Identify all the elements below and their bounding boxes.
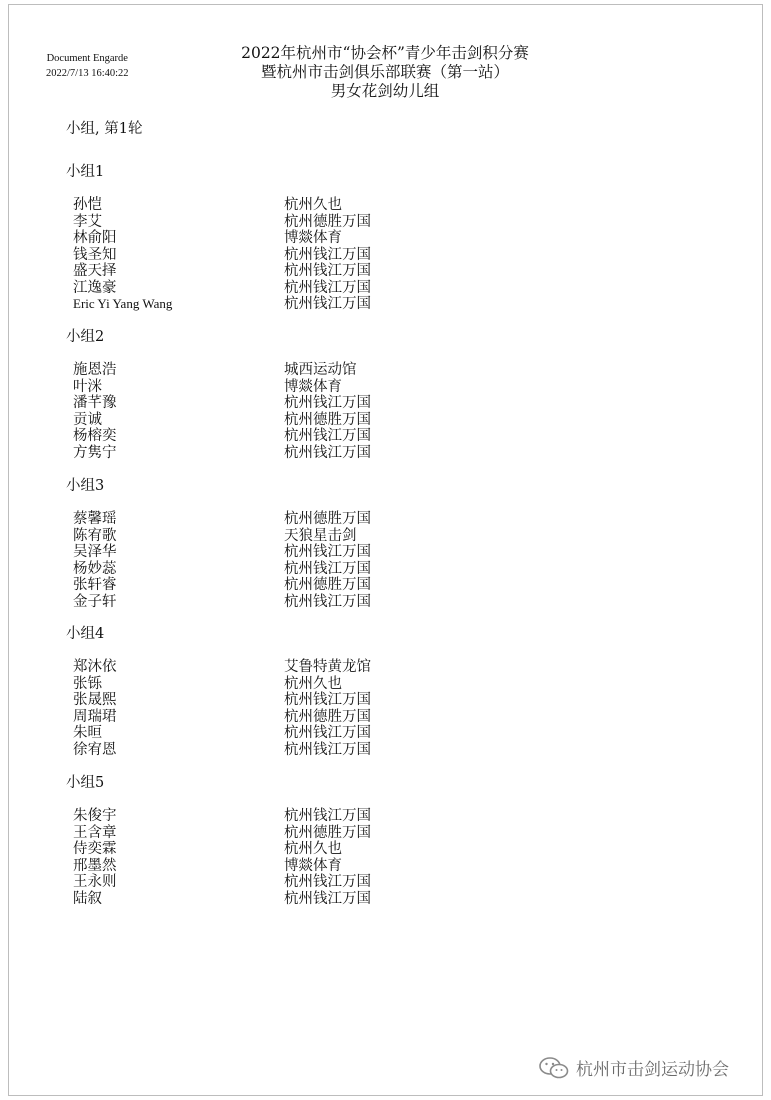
fencer-club: 杭州钱江万国 xyxy=(284,593,371,610)
fencer-name: 叶洣 xyxy=(73,378,102,395)
fencer-club: 杭州钱江万国 xyxy=(284,560,371,577)
fencer-club: 杭州钱江万国 xyxy=(284,808,371,824)
document-meta xyxy=(46,51,129,81)
fencer-row xyxy=(66,445,486,462)
fencer-row xyxy=(66,428,486,445)
title-line-2: 暨杭州市击剑俱乐部联赛（第一站） xyxy=(260,63,509,81)
fencer-name: 侍奕霖 xyxy=(73,841,117,857)
fencer-name: 吴泽华 xyxy=(73,544,117,560)
document-name: Document Engarde xyxy=(46,53,128,64)
fencer-club: 杭州钱江万国 xyxy=(284,444,371,461)
fencer-name: 钱圣知 xyxy=(73,246,117,263)
fencer-name: 盛天择 xyxy=(73,263,117,279)
fencer-club: 城西运动馆 xyxy=(284,362,357,378)
document-datetime: 2022/7/13 16:40:22 xyxy=(46,68,129,79)
fencer-row xyxy=(66,544,486,561)
fencer-row xyxy=(66,676,486,693)
round-label: 小组, 第1轮 xyxy=(66,121,143,137)
fencer-name: 杨榕奕 xyxy=(73,428,117,444)
fencer-name: 陆叙 xyxy=(73,890,102,907)
fencer-name: 徐宥恩 xyxy=(73,741,117,758)
fencer-name: 朱晅 xyxy=(73,725,102,741)
fencer-club: 博燚体育 xyxy=(284,230,342,246)
pool-section xyxy=(66,477,486,610)
fencer-row xyxy=(66,379,486,396)
fencer-row xyxy=(66,808,486,825)
pool-title: 小组4 xyxy=(66,626,105,642)
fencer-name: 潘芊豫 xyxy=(73,395,117,411)
watermark-text: 杭州市击剑运动协会 xyxy=(576,1060,729,1080)
fencer-name: 张铄 xyxy=(73,675,102,692)
fencer-club: 杭州德胜万国 xyxy=(284,511,371,527)
fencer-row xyxy=(66,511,486,528)
fencer-name: 李艾 xyxy=(73,213,102,230)
fencer-name: 周瑞珺 xyxy=(73,708,117,725)
fencer-name: 邢墨然 xyxy=(73,857,117,874)
fencer-name: 金子轩 xyxy=(73,593,117,610)
fencer-row xyxy=(66,858,486,875)
document-title xyxy=(200,44,570,101)
fencer-row xyxy=(66,594,486,611)
fencer-list xyxy=(66,659,486,758)
fencer-club: 杭州久也 xyxy=(284,675,342,692)
fencer-club: 杭州钱江万国 xyxy=(284,741,371,758)
fencer-club: 杭州钱江万国 xyxy=(284,890,371,907)
fencer-list xyxy=(66,808,486,907)
fencer-row xyxy=(66,825,486,842)
fencer-name: 王永则 xyxy=(73,874,117,890)
fencer-name: 贡诚 xyxy=(73,411,102,428)
fencer-row xyxy=(66,692,486,709)
fencer-name: 方隽宁 xyxy=(73,444,117,461)
fencer-club: 杭州钱江万国 xyxy=(284,725,371,741)
title-line-1: 2022年杭州市“协会杯”青少年击剑积分赛 xyxy=(241,44,529,62)
fencer-list xyxy=(66,511,486,610)
fencer-club: 杭州钱江万国 xyxy=(284,246,371,263)
fencer-row xyxy=(66,709,486,726)
title-line-3: 男女花剑幼儿组 xyxy=(330,82,440,100)
fencer-row xyxy=(66,412,486,429)
fencer-club: 艾鲁特黄龙馆 xyxy=(284,659,371,675)
fencer-name: 杨妙蕊 xyxy=(73,560,117,577)
fencer-club: 杭州钱江万国 xyxy=(284,263,371,279)
fencer-club: 博燚体育 xyxy=(284,378,342,395)
fencer-club: 杭州德胜万国 xyxy=(284,824,371,841)
pool-title: 小组1 xyxy=(66,164,105,180)
fencer-name: 林俞阳 xyxy=(73,230,117,246)
fencer-club: 杭州钱江万国 xyxy=(284,544,371,560)
fencer-row xyxy=(66,214,486,231)
fencer-row xyxy=(66,742,486,759)
fencer-club: 杭州钱江万国 xyxy=(284,692,371,708)
fencer-club: 博燚体育 xyxy=(284,857,342,874)
fencer-row xyxy=(66,528,486,545)
fencer-name: 张晟熙 xyxy=(73,692,117,708)
fencer-club: 杭州钱江万国 xyxy=(284,874,371,890)
fencer-row xyxy=(66,874,486,891)
fencer-club: 天狼星击剑 xyxy=(284,527,357,544)
fencer-row xyxy=(66,263,486,280)
fencer-name: 施恩浩 xyxy=(73,362,117,378)
fencer-club: 杭州久也 xyxy=(284,197,342,213)
watermark xyxy=(538,1055,729,1080)
fencer-club: 杭州久也 xyxy=(284,841,342,857)
fencer-name: 陈宥歌 xyxy=(73,527,117,544)
fencer-name: 郑沐依 xyxy=(73,659,117,675)
fencer-name: 张轩睿 xyxy=(73,577,117,593)
pool-section xyxy=(66,163,486,313)
fencer-row xyxy=(66,561,486,578)
fencer-name: 王含章 xyxy=(73,824,117,841)
pool-title: 小组5 xyxy=(66,775,105,791)
fencer-name: 孙恺 xyxy=(73,197,102,213)
fencer-row xyxy=(66,280,486,297)
pool-title: 小组3 xyxy=(66,478,105,494)
fencer-list xyxy=(66,197,486,313)
fencer-name: 蔡馨瑶 xyxy=(73,511,117,527)
pool-section xyxy=(66,774,486,907)
wechat-icon xyxy=(538,1056,570,1080)
pool-section xyxy=(66,625,486,758)
pool-section xyxy=(66,328,486,461)
fencer-club: 杭州德胜万国 xyxy=(284,411,371,428)
fencer-row xyxy=(66,230,486,247)
fencer-club: 杭州德胜万国 xyxy=(284,708,371,725)
pool-title: 小组2 xyxy=(66,329,105,345)
fencer-row xyxy=(66,725,486,742)
fencer-row xyxy=(66,659,486,676)
fencer-row xyxy=(66,362,486,379)
fencer-list xyxy=(66,362,486,461)
fencer-row xyxy=(66,395,486,412)
fencer-row xyxy=(66,247,486,264)
fencer-club: 杭州钱江万国 xyxy=(284,395,371,411)
fencer-club: 杭州钱江万国 xyxy=(284,296,371,312)
fencer-name: 江逸豪 xyxy=(73,279,117,296)
fencer-row xyxy=(66,296,486,313)
fencer-club: 杭州德胜万国 xyxy=(284,577,371,593)
fencer-club: 杭州钱江万国 xyxy=(284,428,371,444)
fencer-row xyxy=(66,197,486,214)
fencer-club: 杭州钱江万国 xyxy=(284,279,371,296)
fencer-row xyxy=(66,577,486,594)
fencer-row xyxy=(66,841,486,858)
fencer-club: 杭州德胜万国 xyxy=(284,213,371,230)
fencer-name: 朱俊宇 xyxy=(73,808,117,824)
fencer-name: Eric Yi Yang Wang xyxy=(73,296,173,311)
fencer-row xyxy=(66,891,486,908)
